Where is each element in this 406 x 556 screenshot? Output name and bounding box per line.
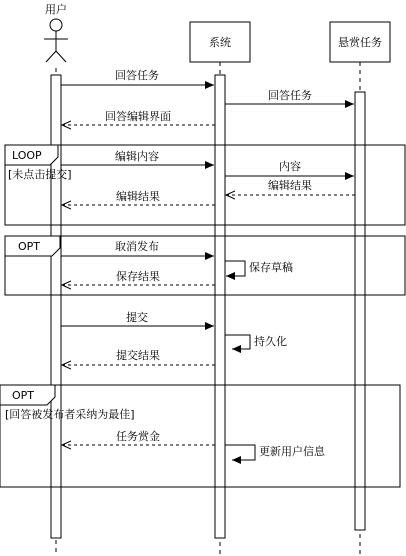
message-arrow-persist (225, 335, 250, 349)
message-label-edit-result: 编辑结果 (116, 190, 160, 203)
participant-task-label: 悬赏任务 (338, 36, 382, 49)
message-label-edit-ui: 回答编辑界面 (105, 110, 171, 123)
message-label-persist: 持久化 (254, 335, 287, 348)
message-label-submit: 提交 (126, 311, 148, 324)
actor-user-label: 用户 (45, 3, 67, 16)
message-label-cancel-publish: 取消发布 (115, 240, 159, 253)
participant-system-label: 系统 (209, 36, 231, 49)
message-arrow-save-draft (225, 261, 245, 276)
message-label-edit-content: 编辑内容 (115, 150, 159, 163)
message-label-task-reward: 任务赏金 (116, 430, 160, 443)
message-label-content: 内容 (279, 160, 301, 173)
frame-loop-title: LOOP (12, 149, 42, 162)
participant-system[interactable] (190, 22, 250, 62)
frame-loop-guard: [未点击提交] (8, 168, 72, 181)
message-label-edit-result-task: 编辑结果 (268, 179, 312, 192)
message-arrow-update-user (225, 445, 255, 460)
activation-system (215, 75, 225, 538)
message-label-update-user: 更新用户信息 (259, 445, 325, 458)
message-label-save-draft: 保存草稿 (249, 261, 293, 274)
frame-opt-cancel-title: OPT (18, 240, 41, 253)
frame-opt-cancel (5, 236, 405, 295)
participant-task[interactable] (330, 22, 390, 62)
frame-opt-reward-title: OPT (12, 389, 35, 402)
message-label-save-result: 保存结果 (116, 270, 160, 283)
message-label-submit-result: 提交结果 (116, 349, 160, 362)
activation-user (51, 75, 61, 538)
message-label-answer-task: 回答任务 (115, 69, 159, 82)
message-label-answer-task-forward: 回答任务 (268, 89, 312, 102)
activation-task (355, 92, 365, 530)
frame-opt-reward-guard: [回答被发布者采纳为最佳] (5, 408, 135, 421)
actor-user[interactable] (44, 2, 68, 62)
frame-loop (5, 145, 405, 225)
